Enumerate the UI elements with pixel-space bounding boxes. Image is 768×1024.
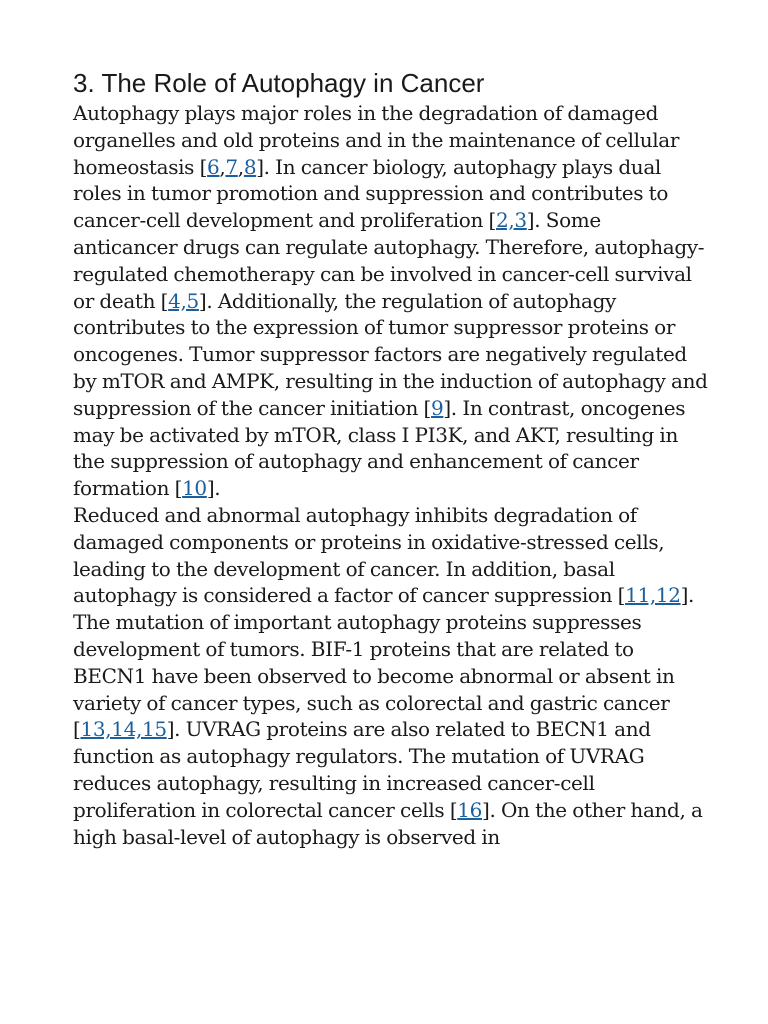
citation-link[interactable]: 6: [207, 154, 220, 179]
text-segment: ]. On the other hand, a high basal-level of autophagy is observed in: [73, 797, 703, 849]
citation-link[interactable]: 8: [243, 154, 257, 179]
citation-link[interactable]: 10: [182, 476, 207, 501]
citation-link[interactable]: 9: [430, 395, 444, 420]
text-segment: ]. Additionally, the regulation of autophagy contributes to the expression of tumor suppressor proteins or oncogenes. Tumor suppressor factors are negatively regulated by mTOR and AMPK, resulting in the induction of autophagy and suppression of the cancer initiation [: [73, 288, 708, 420]
text-segment: ]. The mutation of important autophagy proteins suppresses development of tumors. BIF-1 proteins that are related to BECN1 have been observed to become abnormal or absent in variety of cancer types, such as colorectal and gastric cancer [: [73, 583, 695, 742]
text-segment: ,: [219, 154, 226, 179]
paragraph-1: [73, 100, 708, 502]
paragraph-2: [73, 502, 708, 850]
citation-link[interactable]: 16: [457, 797, 483, 822]
text-segment: ]. Some anticancer drugs can regulate autophagy. Therefore, autophagy-regulated chemotherapy can be involved in cancer-cell survival or death [: [73, 208, 705, 313]
citation-link[interactable]: 13,14,15: [80, 717, 167, 742]
citation-link[interactable]: 2,3: [496, 208, 527, 233]
text-segment: Autophagy plays major roles in the degradation of damaged organelles and old proteins and in the maintenance of cellular homeostasis [: [73, 101, 680, 179]
citation-link[interactable]: 4,5: [168, 288, 199, 313]
citation-link[interactable]: 7: [225, 154, 238, 179]
text-segment: ]. In contrast, oncogenes may be activated by mTOR, class I PI3K, and AKT, resulting in the suppression of autophagy and enhancement of cancer formation [: [73, 395, 686, 501]
text-segment: ]. In cancer biology, autophagy plays dual roles in tumor promotion and suppression and contributes to cancer-cell development and proliferation [: [73, 154, 669, 233]
text-segment: ].: [206, 476, 221, 501]
text-segment: ,: [237, 154, 244, 179]
section-heading: 3. The Role of Autophagy in Cancer: [73, 68, 485, 98]
text-segment: Reduced and abnormal autophagy inhibits degradation of damaged components or proteins in oxidative-stressed cells, leading to the development of cancer. In addition, basal autophagy is considered a factor of cancer suppression [: [73, 502, 665, 608]
citation-link[interactable]: 11,12: [625, 583, 681, 608]
text-segment: ]. UVRAG proteins are also related to BECN1 and function as autophagy regulators. The mutation of UVRAG reduces autophagy, resulting in increased cancer-cell proliferation in colorectal cancer cells [: [73, 717, 651, 822]
